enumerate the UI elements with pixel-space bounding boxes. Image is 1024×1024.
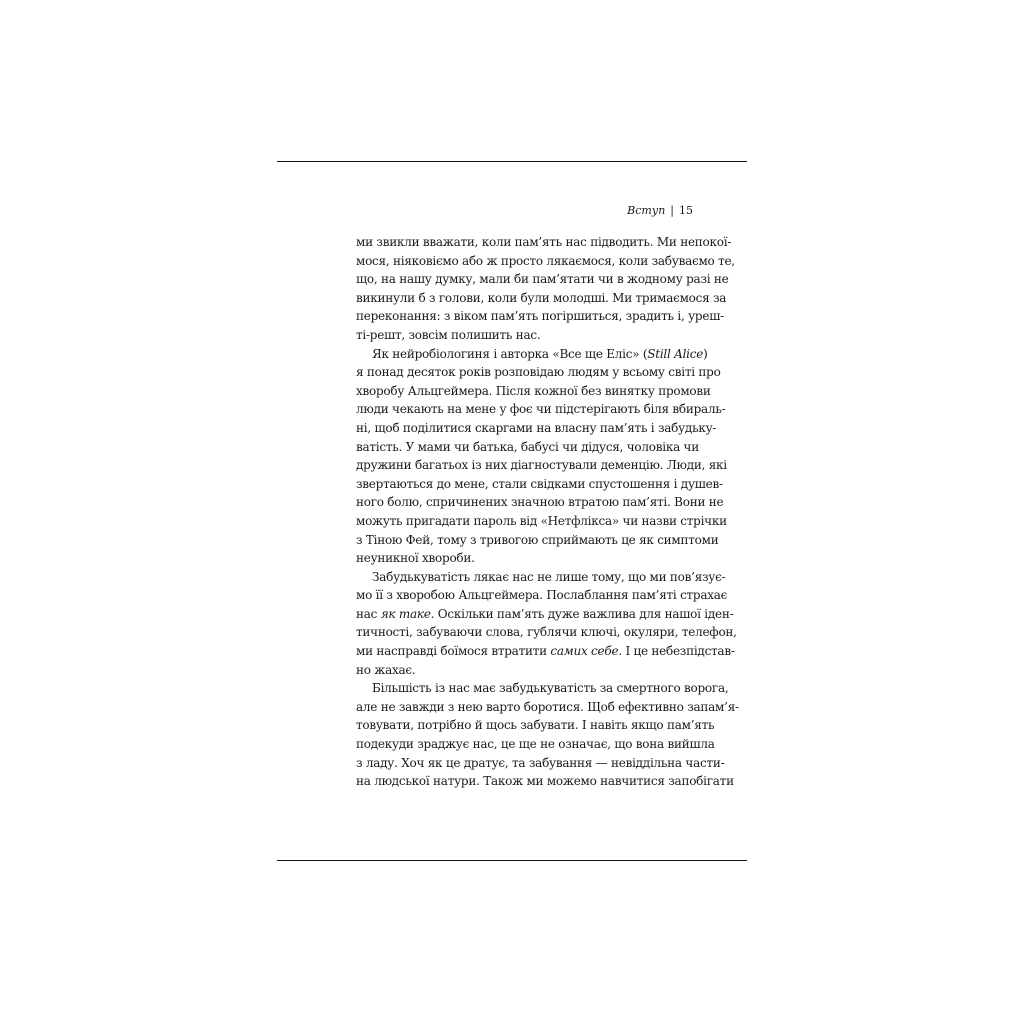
bottom-rule bbox=[277, 860, 747, 861]
text-line: з Тіною Фей, тому з тривогою сприймають це як симптоми bbox=[356, 532, 719, 547]
text-line: товувати, потрібно й щось забувати. І навіть якщо пам’ять bbox=[356, 718, 715, 733]
text-line: викинули б з голови, коли були молодші. Ми тримаємося за bbox=[356, 290, 727, 305]
body-text bbox=[356, 233, 739, 791]
text-line: я понад десяток років розповідаю людям у всьому світі про bbox=[356, 365, 721, 380]
text-line: Більшість із нас має забудькуватість за смертного ворога, bbox=[372, 681, 729, 696]
running-head bbox=[356, 204, 693, 218]
text-line: Забудькуватість лякає нас не лише тому, що ми пов’язує- bbox=[372, 569, 726, 584]
text-line: нас як таке. Оскільки пам’ять дуже важлива для нашої іден- bbox=[356, 606, 734, 621]
text-line: неуникної хвороби. bbox=[356, 551, 475, 566]
text-line: можуть пригадати пароль від «Нетфлікса» чи назви стрічки bbox=[356, 513, 727, 528]
page-number: 15 bbox=[679, 204, 693, 217]
text-line: дружини багатьох із них діагностували деменцію. Люди, які bbox=[356, 458, 727, 473]
text-line: з ладу. Хоч як це дратує, та забування — невіддільна части- bbox=[356, 755, 725, 770]
text-line: Як нейробіологиня і авторка «Все ще Еліс» (Still Alice) bbox=[372, 346, 708, 361]
text-line: люди чекають на мене у фоє чи підстерігають біля вбираль- bbox=[356, 402, 726, 417]
text-line: мося, ніяковіємо або ж просто лякаємося, коли забуваємо те, bbox=[356, 253, 735, 268]
running-head-separator: | bbox=[670, 204, 674, 217]
text-line: але не завжди з нею варто боротися. Щоб ефективно запам’я- bbox=[356, 699, 739, 714]
text-line: ного болю, спричинених значною втратою пам’яті. Вони не bbox=[356, 495, 724, 510]
top-rule bbox=[277, 161, 747, 162]
text-line: мо її з хворобою Альцгеймера. Послаблання пам’яті страхає bbox=[356, 588, 728, 603]
text-line: ми звикли вважати, коли пам’ять нас підводить. Ми непокої- bbox=[356, 235, 732, 249]
text-line: тичності, забуваючи слова, гублячи ключі, окуляри, телефон, bbox=[356, 625, 737, 640]
text-line: ватість. У мами чи батька, бабусі чи дідуся, чоловіка чи bbox=[356, 439, 699, 454]
text-line: звертаються до мене, стали свідками спустошення і душев- bbox=[356, 476, 723, 491]
text-line: ми насправді боїмося втратити самих себе. І це небезпідстав- bbox=[356, 644, 735, 659]
text-line: що, на нашу думку, мали би пам’ятати чи в жодному разі не bbox=[356, 272, 729, 287]
text-line: ні, щоб поділитися скаргами на власну пам’ять і забудьку- bbox=[356, 420, 717, 435]
text-line: на людської натури. Також ми можемо навчитися запобігати bbox=[356, 774, 734, 789]
text-line: ті-решт, зовсім полишить нас. bbox=[356, 327, 541, 342]
text-line: подекуди зраджує нас, це ще не означає, що вона вийшла bbox=[356, 737, 715, 752]
text-line: но жахає. bbox=[356, 662, 416, 677]
section-title: Вступ bbox=[627, 204, 666, 217]
text-line: переконання: з віком пам’ять погіршиться, зрадить і, уреш- bbox=[356, 309, 724, 324]
text-line: хворобу Альцгеймера. Після кожної без винятку промови bbox=[356, 383, 711, 398]
